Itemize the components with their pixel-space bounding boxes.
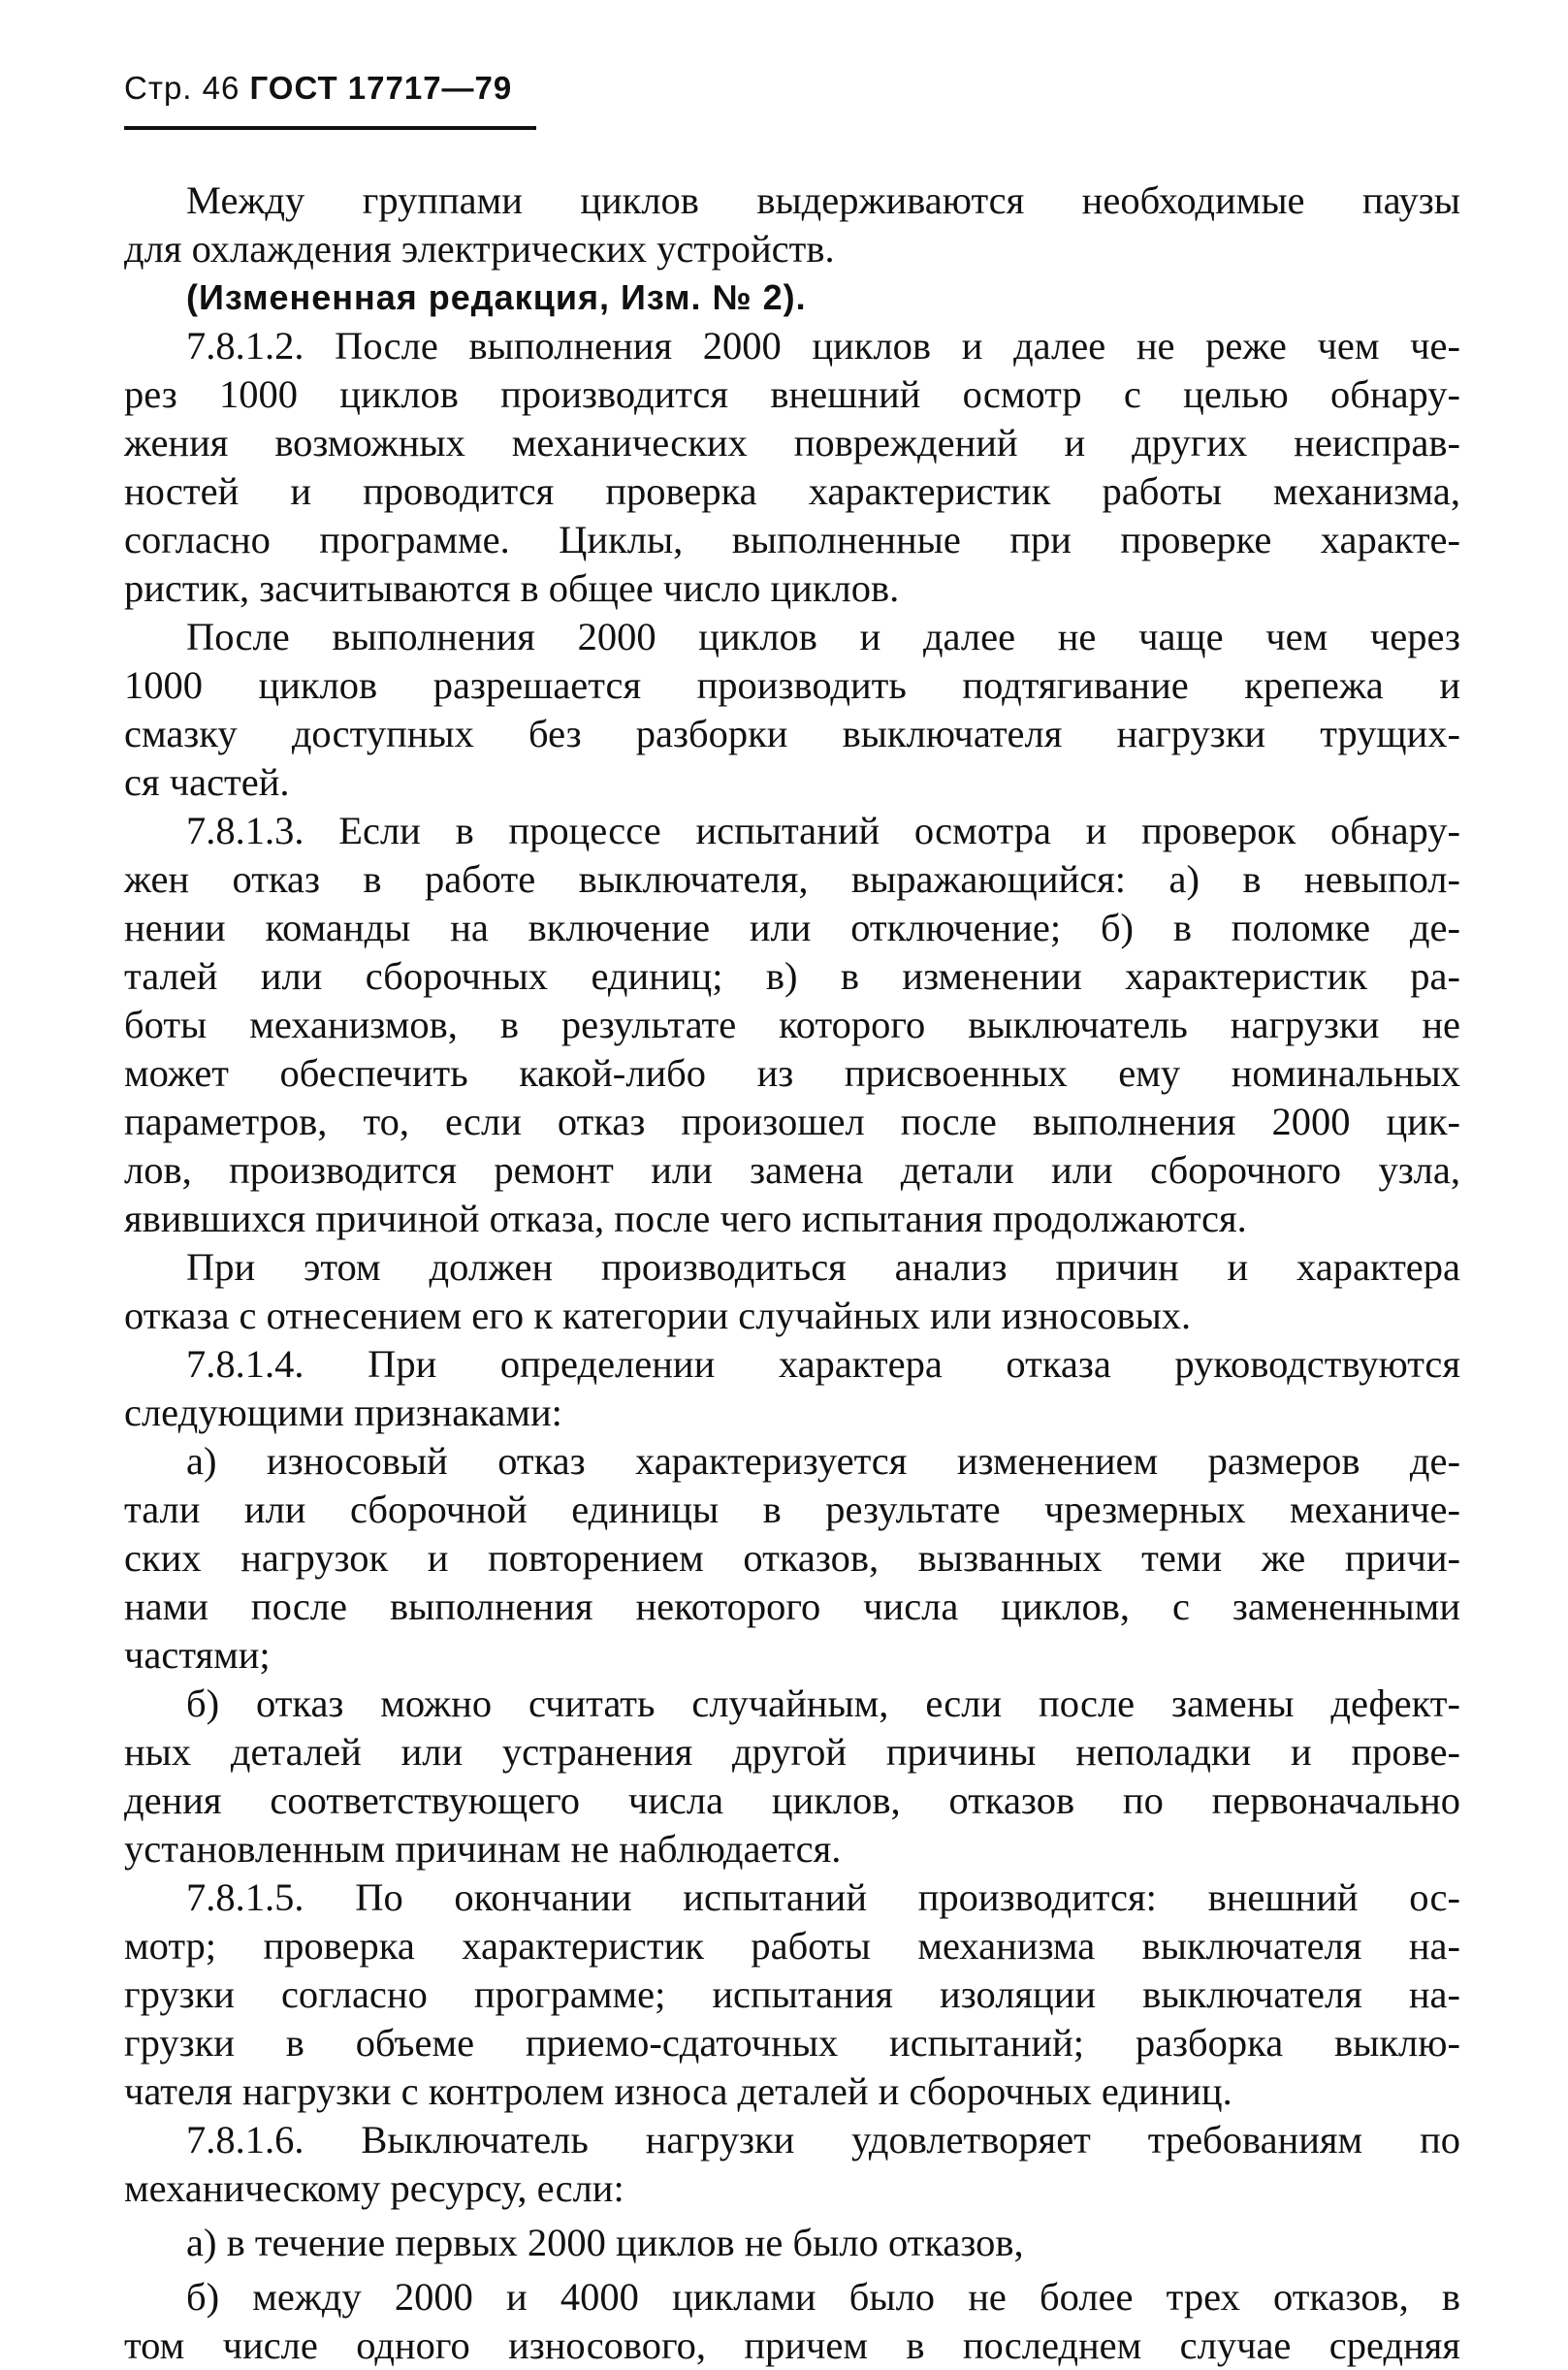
text-line: смазку доступных без разборки выключателя нагрузки трущих- bbox=[124, 712, 1460, 755]
standard-designation: ГОСТ 17717—79 bbox=[249, 70, 513, 106]
text-line: талей или сборочных единиц; в) в изменении характеристик ра- bbox=[124, 954, 1460, 998]
amendment-note: (Измененная редакция, Изм. № 2). bbox=[186, 277, 807, 317]
text-line: а) износовый отказ характеризуется изменением размеров де- bbox=[186, 1439, 1460, 1483]
text-line: Между группами циклов выдерживаются необходимые паузы bbox=[186, 178, 1460, 222]
text-line: мотр; проверка характеристик работы механизма выключателя на- bbox=[124, 1924, 1460, 1968]
running-header bbox=[124, 70, 512, 107]
text-line: для охлаждения электрических устройств. bbox=[124, 227, 835, 271]
text-line: 7.8.1.3. Если в процессе испытаний осмотра и проверок обнару- bbox=[186, 809, 1460, 852]
text-line: жения возможных механических повреждений и других неисправ- bbox=[124, 421, 1460, 464]
text-line: 1000 циклов разрешается производить подтягивание крепежа и bbox=[124, 663, 1460, 707]
text-line: отказа с отнесением его к категории случайных или износовых. bbox=[124, 1294, 1192, 1337]
text-line: том числе одного износового, причем в последнем случае средняя bbox=[124, 2323, 1460, 2367]
header-rule bbox=[124, 126, 536, 130]
text-line: явившихся причиной отказа, после чего испытания продолжаются. bbox=[124, 1197, 1247, 1240]
text-line: ных деталей или устранения другой причины неполадки и прове- bbox=[124, 1730, 1460, 1774]
text-line: боты механизмов, в результате которого выключатель нагрузки не bbox=[124, 1003, 1460, 1046]
text-line: жен отказ в работе выключателя, выражающийся: а) в невыпол- bbox=[124, 857, 1460, 901]
text-line: 7.8.1.5. По окончании испытаний производится: внешний ос- bbox=[186, 1875, 1460, 1919]
text-line: частями; bbox=[124, 1633, 271, 1677]
document-body bbox=[124, 176, 1460, 2370]
page-number: Стр. 46 bbox=[124, 70, 240, 106]
text-line: ся частей. bbox=[124, 760, 290, 804]
text-line: может обеспечить какой-либо из присвоенных ему номинальных bbox=[124, 1051, 1460, 1095]
text-line: грузки в объеме приемо-сдаточных испытаний; разборка выклю- bbox=[124, 2021, 1460, 2065]
text-line: тали или сборочной единицы в результате чрезмерных механиче- bbox=[124, 1488, 1460, 1531]
text-line: После выполнения 2000 циклов и далее не чаще чем через bbox=[186, 615, 1460, 658]
text-line: нении команды на включение или отключение; б) в поломке де- bbox=[124, 906, 1460, 949]
text-line: рез 1000 циклов производится внешний осмотр с целью обнару- bbox=[124, 372, 1460, 416]
text-line: нами после выполнения некоторого числа циклов, с замененными bbox=[124, 1585, 1460, 1628]
text-line: 7.8.1.6. Выключатель нагрузки удовлетворяет требованиям по bbox=[186, 2118, 1460, 2162]
text-line: согласно программе. Циклы, выполненные при проверке характе- bbox=[124, 518, 1460, 561]
text-line: грузки согласно программе; испытания изоляции выключателя на- bbox=[124, 1972, 1460, 2016]
text-line: б) отказ можно считать случайным, если после замены дефект- bbox=[186, 1681, 1460, 1725]
text-line: ских нагрузок и повторением отказов, вызванных теми же причи- bbox=[124, 1536, 1460, 1580]
text-line: параметров, то, если отказ произошел после выполнения 2000 цик- bbox=[124, 1100, 1460, 1143]
text-line: лов, производится ремонт или замена детали или сборочного узла, bbox=[124, 1148, 1460, 1192]
text-line: ристик, засчитываются в общее число циклов. bbox=[124, 566, 900, 610]
text-line: чателя нагрузки с контролем износа деталей и сборочных единиц. bbox=[124, 2069, 1232, 2113]
text-line: ностей и проводится проверка характеристик работы механизма, bbox=[124, 469, 1460, 513]
text-line: следующими признаками: bbox=[124, 1391, 562, 1434]
text-line: При этом должен производиться анализ причин и характера bbox=[186, 1245, 1460, 1289]
text-line: 7.8.1.2. После выполнения 2000 циклов и далее не реже чем че- bbox=[186, 324, 1460, 368]
text-line: дения соответствующего числа циклов, отказов по первоначально bbox=[124, 1778, 1460, 1822]
text-line: б) между 2000 и 4000 циклами было не более трех отказов, в bbox=[186, 2275, 1460, 2319]
text-line: механическому ресурсу, если: bbox=[124, 2166, 624, 2210]
text-line: а) в течение первых 2000 циклов не было отказов, bbox=[186, 2221, 1024, 2264]
text-line: 7.8.1.4. При определении характера отказа руководствуются bbox=[186, 1342, 1460, 1386]
text-line: установленным причинам не наблюдается. bbox=[124, 1827, 842, 1871]
